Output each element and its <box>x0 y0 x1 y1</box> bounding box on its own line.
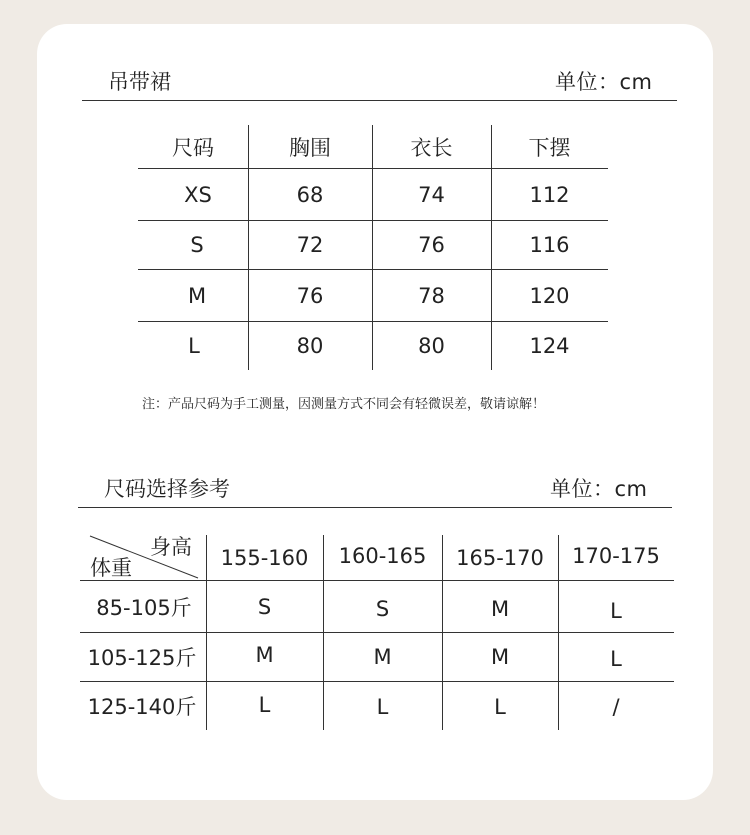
col-divider <box>372 125 373 370</box>
col-divider <box>442 535 443 730</box>
cell-length: 78 <box>418 283 445 308</box>
table-row <box>138 169 608 220</box>
cell-length: 76 <box>418 233 445 257</box>
size-cell: L <box>494 695 506 719</box>
table-row <box>138 322 608 370</box>
header-length: 衣长 <box>410 135 453 160</box>
section2-title: 尺码选择参考 <box>104 477 230 501</box>
col-divider <box>323 535 324 730</box>
weight-label: 85-105斤 <box>96 595 192 620</box>
measurement-note: 注：产品尺码为手工测量，因测量方式不同会有轻微误差，敬请谅解！ <box>142 397 546 412</box>
cell-bust: 80 <box>296 334 324 358</box>
size-cell: M <box>373 645 392 669</box>
corner-height-label: 身高 <box>150 535 192 559</box>
table-row <box>138 221 608 269</box>
cell-size: XS <box>184 182 212 207</box>
section1-divider <box>82 100 677 101</box>
section2-divider <box>78 507 672 508</box>
cell-size: M <box>187 283 207 308</box>
header-bust: 胸围 <box>289 135 331 160</box>
cell-hem: 124 <box>529 334 570 358</box>
section1-unit: 单位：cm <box>555 70 653 94</box>
size-cell: L <box>376 695 389 719</box>
cell-bust: 68 <box>296 182 324 207</box>
section2-unit: 单位：cm <box>550 477 648 501</box>
cell-size: S <box>190 233 204 257</box>
header-height: 170-175 <box>572 543 660 568</box>
size-cell: S <box>375 596 390 621</box>
cell-hem: 120 <box>529 283 570 308</box>
section1-title: 吊带裙 <box>108 70 171 94</box>
header-height: 155-160 <box>220 545 309 570</box>
col-divider <box>248 125 249 370</box>
corner-weight-label: 体重 <box>90 556 132 580</box>
size-cell: M <box>490 645 510 669</box>
size-cell: / <box>612 695 620 719</box>
size-cell: M <box>255 643 274 667</box>
col-divider <box>558 535 559 730</box>
size-cell: L <box>610 647 622 671</box>
weight-label: 105-125斤 <box>87 646 197 670</box>
col-divider <box>491 125 492 370</box>
cell-bust: 76 <box>296 283 324 308</box>
size-table-header <box>138 125 608 168</box>
size-cell: S <box>257 594 272 619</box>
cell-size: L <box>188 334 200 358</box>
table-row <box>138 270 608 321</box>
size-cell: L <box>258 693 271 717</box>
size-cell: M <box>490 596 510 621</box>
header-hem: 下摆 <box>528 135 571 160</box>
size-cell: L <box>610 598 622 623</box>
cell-length: 74 <box>418 182 445 207</box>
cell-length: 80 <box>418 334 445 358</box>
cell-hem: 112 <box>529 182 570 207</box>
col-divider <box>206 535 207 730</box>
weight-label: 125-140斤 <box>87 695 197 719</box>
header-height: 160-165 <box>338 543 427 568</box>
header-height: 165-170 <box>456 545 544 570</box>
cell-hem: 116 <box>529 233 570 257</box>
header-size: 尺码 <box>172 135 214 160</box>
cell-bust: 72 <box>296 233 324 257</box>
